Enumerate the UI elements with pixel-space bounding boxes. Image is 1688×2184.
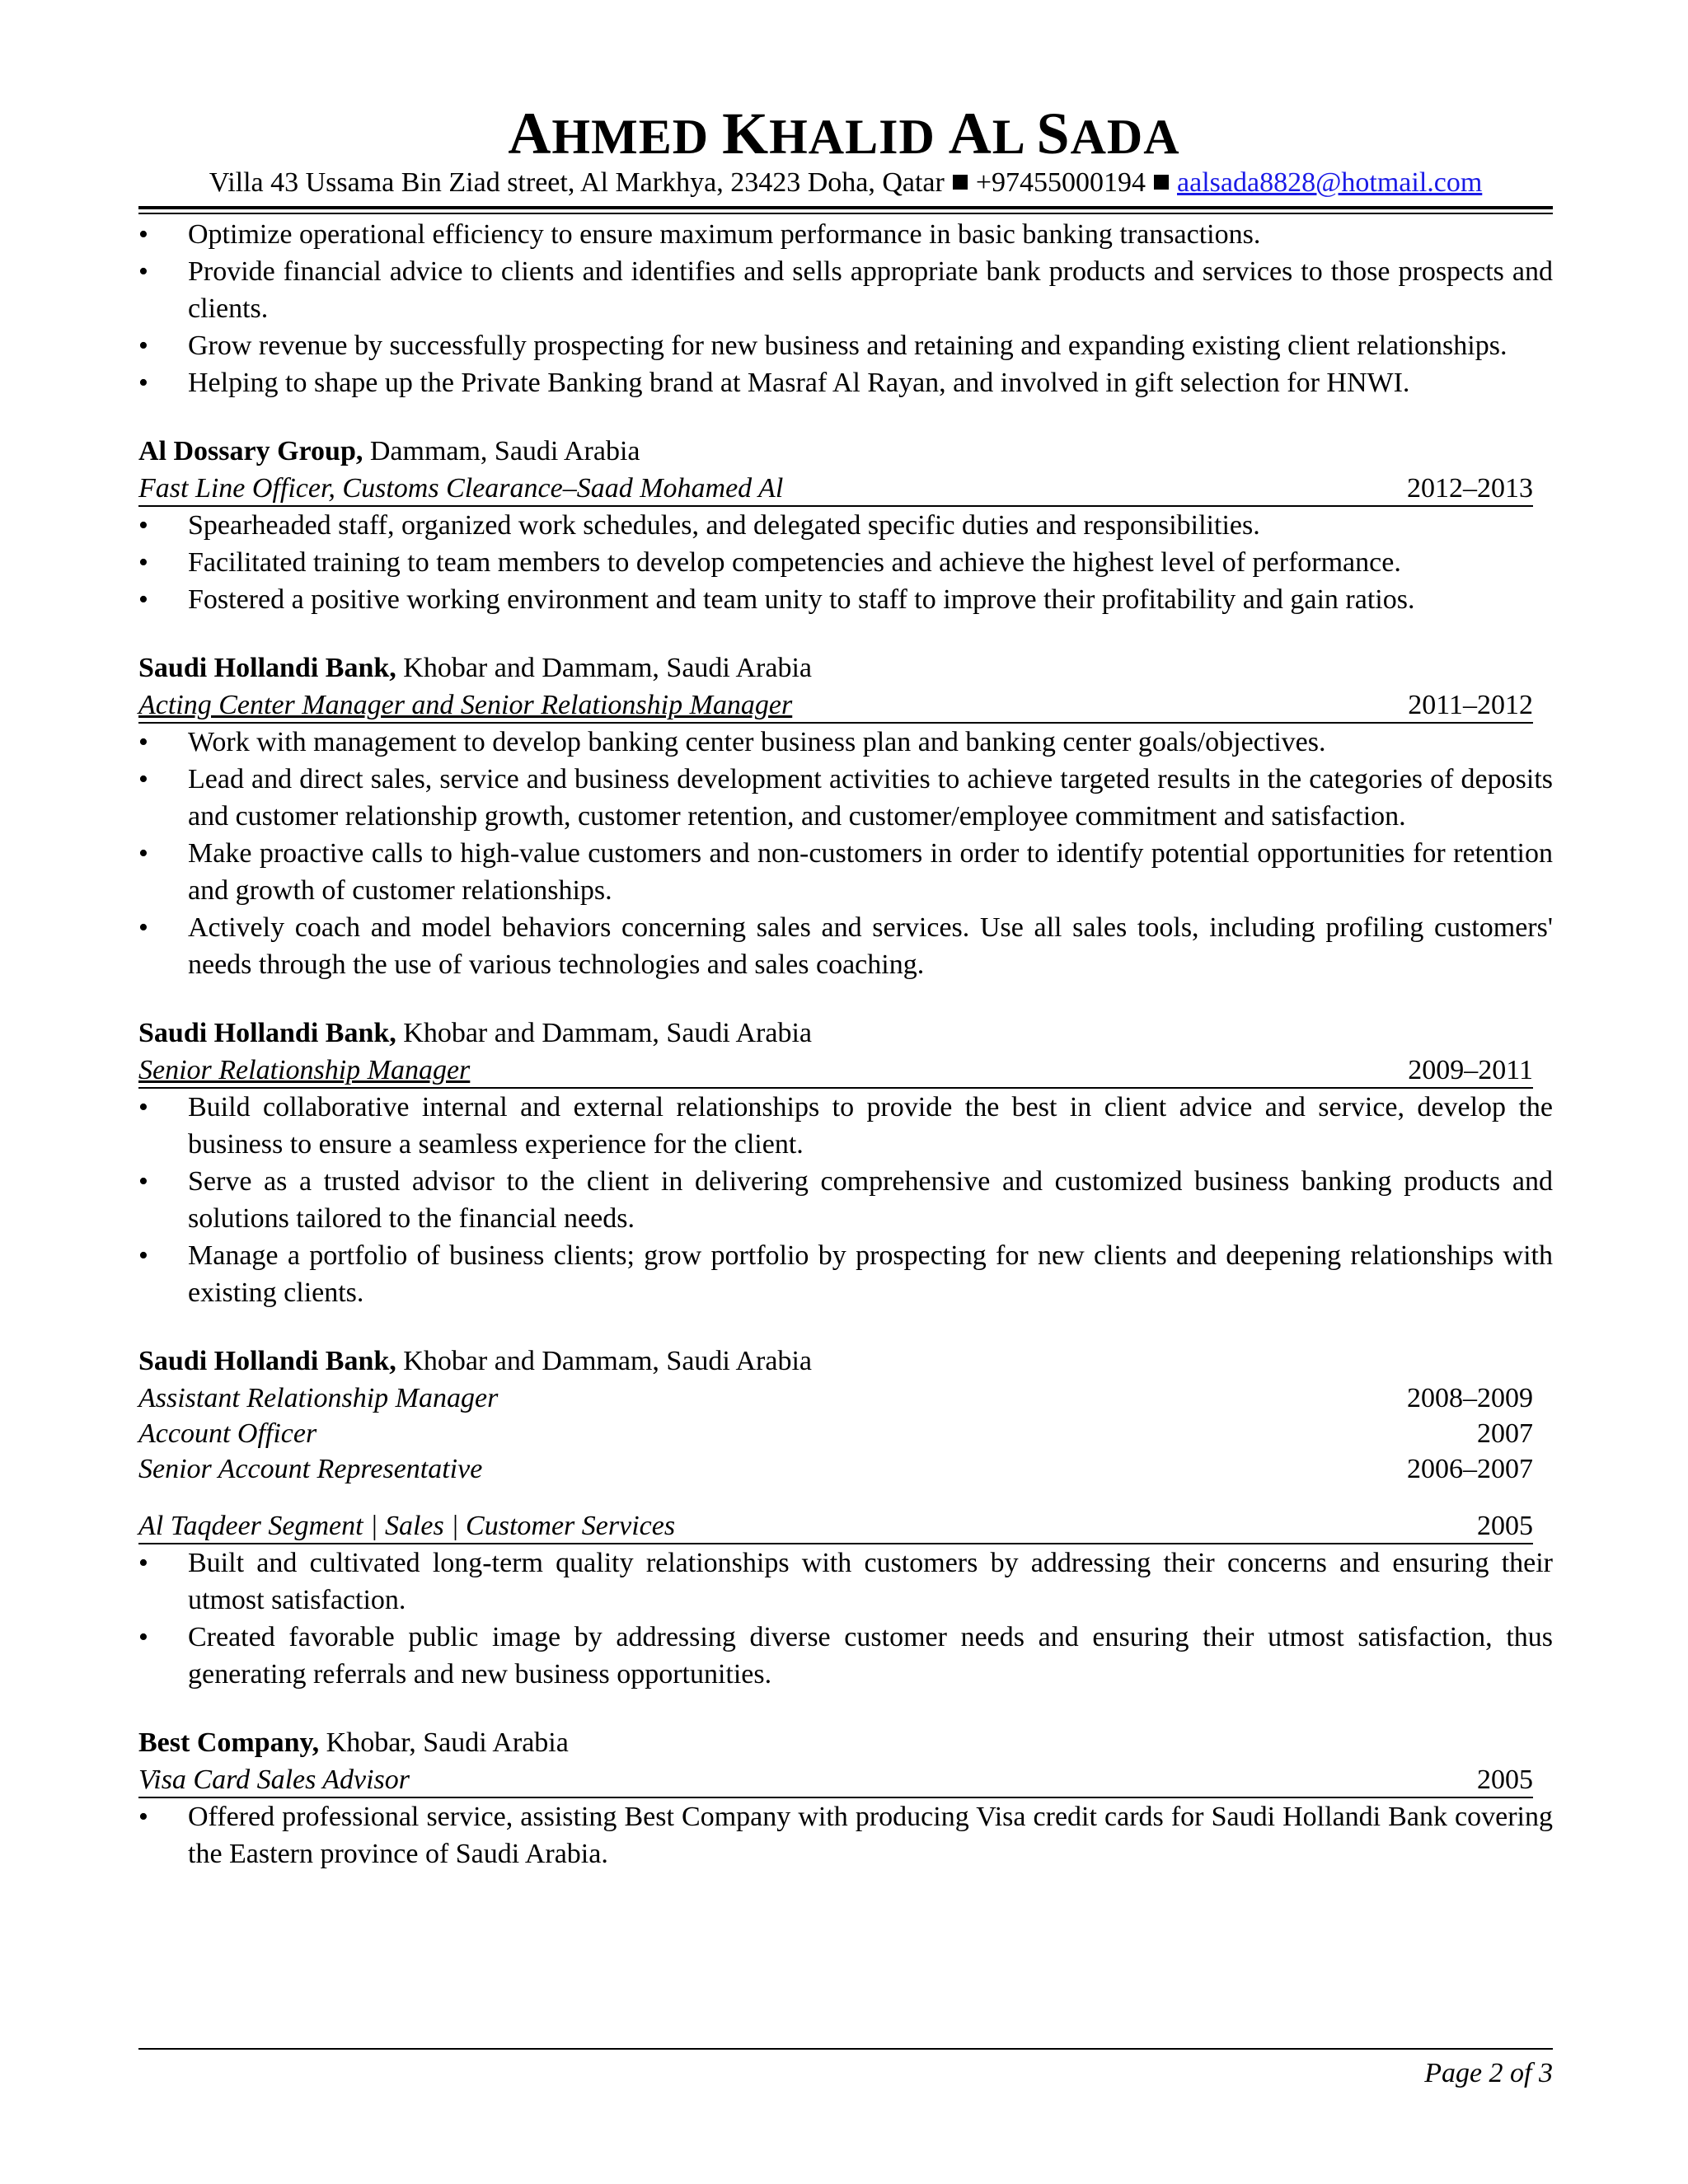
- company-name: Saudi Hollandi Bank,: [138, 653, 396, 683]
- name-initial: A: [508, 101, 552, 166]
- job-bullet-list: [138, 1089, 1553, 1311]
- job-bullet-list: [138, 507, 1553, 618]
- bullet-item: • Facilitated training to team members to develop competencies and achieve the highest level of performance.: [138, 544, 1553, 581]
- name-initial: S: [1036, 101, 1071, 166]
- bullet-item: • Created favorable public image by addressing diverse customer needs and ensuring their utmost satisfaction, thus generating referrals and new business opportunities.: [138, 1619, 1553, 1693]
- job-title-row: [138, 1052, 1533, 1089]
- job-years: 2007: [1477, 1418, 1533, 1449]
- job-title-row: [138, 687, 1533, 724]
- address-text: Villa 43 Ussama Bin Ziad street, Al Markhya, 23423 Doha, Qatar: [209, 167, 945, 198]
- job-bullet-list: [138, 1798, 1553, 1872]
- name-part: ADA: [1070, 110, 1180, 164]
- header-divider-thin: [138, 213, 1553, 214]
- bullet-item: • Make proactive calls to high-value customers and non-customers in order to identify potential opportunities for retention and growth of customer relationships.: [138, 835, 1553, 909]
- name-initial: K: [722, 101, 770, 166]
- job-years: 2006–2007: [1407, 1454, 1533, 1484]
- company-name: Saudi Hollandi Bank,: [138, 1018, 396, 1048]
- job-title: Fast Line Officer, Customs Clearance–Saad Mohamed Al: [138, 473, 784, 504]
- bullet-item: • Fostered a positive working environment and team unity to staff to improve their profitability and gain ratios.: [138, 581, 1553, 618]
- company-name: Best Company,: [138, 1727, 320, 1758]
- company-location: Khobar and Dammam, Saudi Arabia: [403, 1346, 812, 1376]
- bullet-item: • Offered professional service, assisting Best Company with producing Visa credit cards for Saudi Hollandi Bank covering the Eastern province of Saudi Arabia.: [138, 1798, 1553, 1872]
- job-bullet-list: [138, 724, 1553, 983]
- bullet-item: • Lead and direct sales, service and business development activities to achieve targeted results in the categories of deposits and customer relationship growth, customer retention, and customer/employee commitment and satisfaction.: [138, 761, 1553, 835]
- job-title-row: [138, 470, 1533, 507]
- job-title-row: [138, 1761, 1533, 1798]
- bullet-item: • Actively coach and model behaviors concerning sales and services. Use all sales tools, including profiling customers' needs through the use of various technologies and sales coaching.: [138, 909, 1553, 983]
- company-name: Saudi Hollandi Bank,: [138, 1346, 396, 1376]
- bullet-item: • Manage a portfolio of business clients; grow portfolio by prospecting for new clients and deepening relationships with existing clients.: [138, 1237, 1553, 1311]
- segment-years: 2005: [1477, 1511, 1533, 1541]
- square-bullet-icon: [953, 175, 968, 190]
- company-heading: [138, 1724, 1553, 1761]
- job-bullet-list: [138, 1544, 1553, 1693]
- email-link[interactable]: aalsada8828@hotmail.com: [1177, 167, 1483, 198]
- name-part: HMED: [551, 110, 710, 164]
- bullet-item: • Provide financial advice to clients and identifies and sells appropriate bank products and services to those prospects and clients.: [138, 253, 1553, 327]
- job-years: 2012–2013: [1407, 473, 1533, 504]
- bullet-item: • Serve as a trusted advisor to the client in delivering comprehensive and customized business banking products and solutions tailored to the financial needs.: [138, 1163, 1553, 1237]
- company-heading: [138, 1343, 1553, 1380]
- segment-title-row: [138, 1507, 1533, 1544]
- company-heading: [138, 1015, 1553, 1052]
- phone-text: +97455000194: [975, 167, 1146, 198]
- bullet-item: • Grow revenue by successfully prospecting for new business and retaining and expanding existing client relationships.: [138, 327, 1553, 364]
- contact-line: [138, 164, 1553, 202]
- job-title-row: [138, 1451, 1533, 1486]
- job-years: 2005: [1477, 1765, 1533, 1795]
- job-title-row: [138, 1380, 1533, 1415]
- intro-bullet-list: [138, 216, 1553, 401]
- company-heading: [138, 649, 1553, 687]
- name-initial: A: [948, 101, 992, 166]
- company-location: Khobar, Saudi Arabia: [326, 1727, 569, 1758]
- name-part: HALID: [769, 110, 935, 164]
- job-years: 2011–2012: [1408, 690, 1533, 720]
- square-bullet-icon: [1154, 175, 1169, 190]
- header-divider: [138, 206, 1553, 209]
- bullet-item: • Build collaborative internal and external relationships to provide the best in client advice and service, develop the business to ensure a seamless experience for the client.: [138, 1089, 1553, 1163]
- company-location: Khobar and Dammam, Saudi Arabia: [403, 1018, 812, 1048]
- segment-title: Al Taqdeer Segment | Sales | Customer Services: [138, 1511, 676, 1541]
- job-years: 2009–2011: [1408, 1055, 1533, 1085]
- bullet-item: • Optimize operational efficiency to ensure maximum performance in basic banking transactions.: [138, 216, 1553, 253]
- experience-content: [138, 216, 1553, 1872]
- company-location: Khobar and Dammam, Saudi Arabia: [403, 653, 812, 683]
- job-title: Senior Relationship Manager: [138, 1055, 471, 1085]
- job-title: Visa Card Sales Advisor: [138, 1765, 410, 1795]
- job-title: Senior Account Representative: [138, 1454, 483, 1484]
- bullet-item: • Built and cultivated long-term quality relationships with customers by addressing their concerns and ensuring their utmost satisfaction.: [138, 1544, 1553, 1619]
- page-number: Page 2 of 3: [1424, 2058, 1553, 2088]
- job-years: 2008–2009: [1407, 1383, 1533, 1413]
- company-name: Al Dossary Group,: [138, 436, 363, 466]
- name-part: L: [992, 110, 1024, 164]
- candidate-name: [0, 102, 1688, 168]
- job-title-row: [138, 1415, 1533, 1451]
- job-title: Account Officer: [138, 1418, 317, 1449]
- job-title: Assistant Relationship Manager: [138, 1383, 499, 1413]
- bullet-item: • Spearheaded staff, organized work schedules, and delegated specific duties and responsibilities.: [138, 507, 1553, 544]
- job-title: Acting Center Manager and Senior Relationship Manager: [138, 690, 793, 720]
- company-heading: [138, 433, 1553, 470]
- bullet-item: • Helping to shape up the Private Banking brand at Masraf Al Rayan, and involved in gift selection for HNWI.: [138, 364, 1553, 401]
- footer-divider: [138, 2048, 1553, 2050]
- company-location: Dammam, Saudi Arabia: [369, 436, 640, 466]
- bullet-item: • Work with management to develop banking center business plan and banking center goals/objectives.: [138, 724, 1553, 761]
